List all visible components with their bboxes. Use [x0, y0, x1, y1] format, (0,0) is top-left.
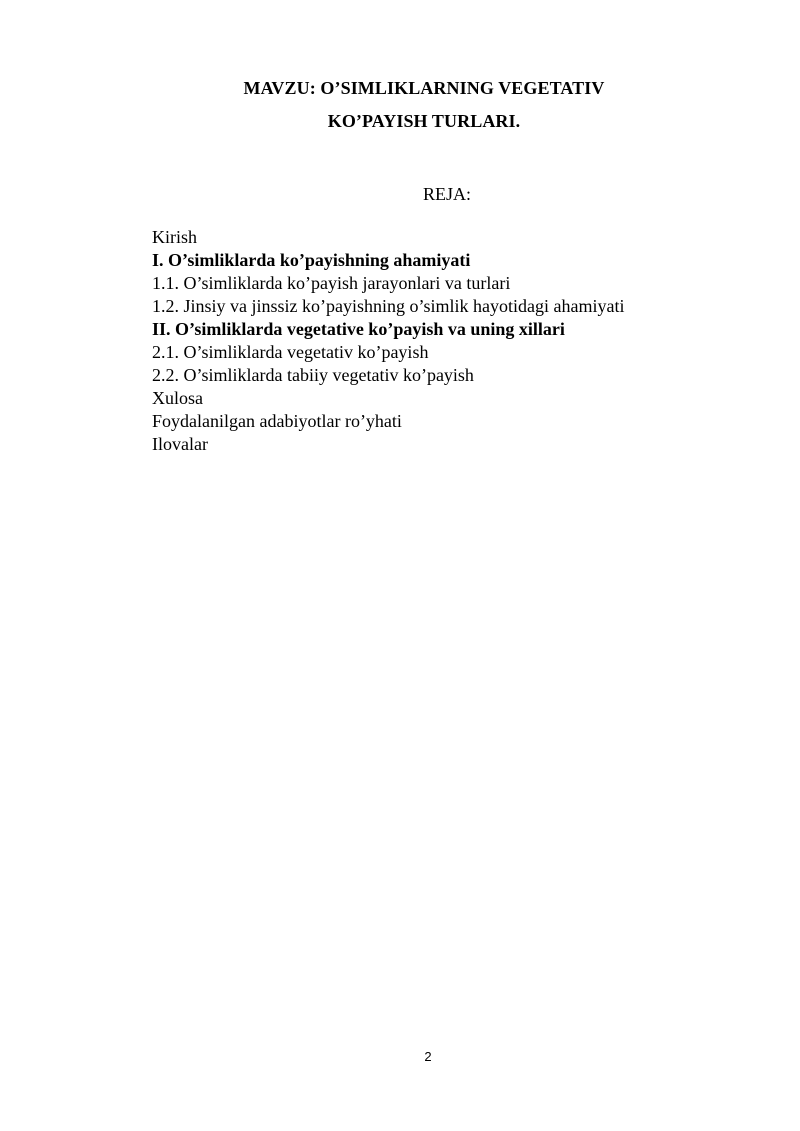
document-title-line-2: KO’PAYISH TURLARI. — [327, 111, 521, 131]
toc-item-appendices: Ilovalar — [152, 434, 208, 454]
document-title-line-1: MAVZU: O’SIMLIKLARNING VEGETATIV — [243, 78, 605, 98]
toc-item-chapter-1: I. O’simliklarda ko’payishning ahamiyati — [152, 250, 471, 270]
toc-item-section-2-1: 2.1. O’simliklarda vegetativ ko’payish — [152, 342, 429, 362]
plan-heading: REJA: — [423, 184, 472, 204]
toc-item-chapter-2: II. O’simliklarda vegetative ko’payish va uning xillari — [152, 319, 565, 339]
page-number: 2 — [424, 1049, 432, 1064]
toc-item-section-1-1: 1.1. O’simliklarda ko’payish jarayonlari va turlari — [152, 273, 511, 293]
toc-item-references: Foydalanilgan adabiyotlar ro’yhati — [152, 411, 402, 431]
table-of-contents — [152, 226, 772, 456]
toc-item-conclusion: Xulosa — [152, 388, 203, 408]
toc-item-section-1-2: 1.2. Jinsiy va jinssiz ko’payishning o’simlik hayotidagi ahamiyati — [152, 296, 625, 316]
toc-item-introduction: Kirish — [152, 227, 197, 247]
toc-item-section-2-2: 2.2. O’simliklarda tabiiy vegetativ ko’payish — [152, 365, 474, 385]
